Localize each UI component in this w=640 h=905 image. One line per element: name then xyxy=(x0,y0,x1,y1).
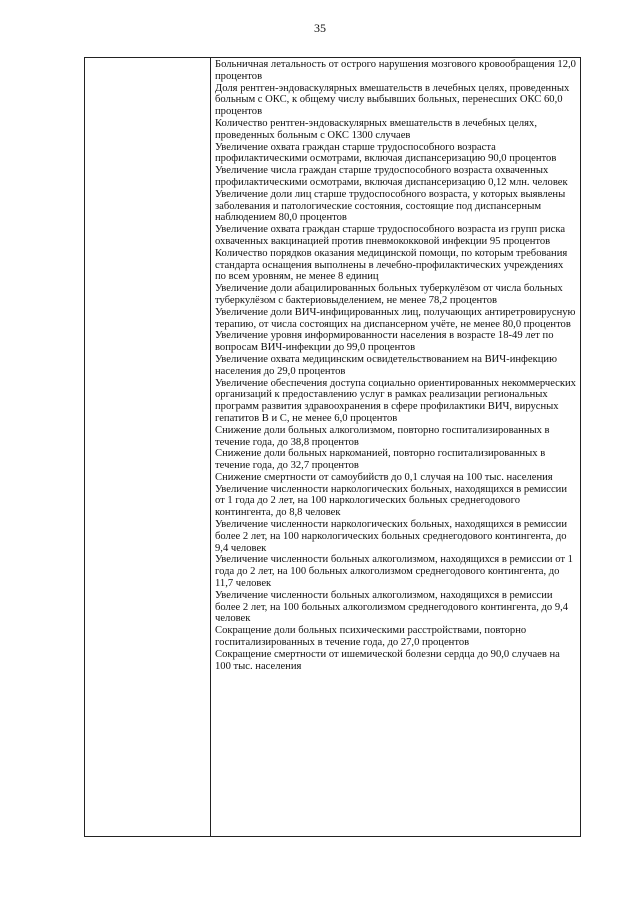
indicator-item: Увеличение численности больных алкоголизмом, находящихся в ремиссии от 1 года до 2 лет, на 100 больных алкоголизмом среднегодового контингента, до 11,7 человек xyxy=(215,554,573,590)
indicator-item: Сокращение смертности от ишемической болезни сердца до 90,0 случаев на 100 тыс. населения xyxy=(215,648,560,672)
indicator-item: Увеличение обеспечения доступа социально ориентированных некоммерческих организаций к предоставлению услуг в рамках реализации региональных программ развития здравоохранения в сфере профилактики ВИЧ, вирусных гепатитов В и С, не менее 6,0 процентов xyxy=(215,377,576,424)
indicator-item: Увеличение охвата медицинским освидетельствованием на ВИЧ-инфекцию населения до 29,0 процентов xyxy=(215,353,557,377)
indicator-item: Увеличение численности наркологических больных, находящихся в ремиссии от 1 года до 2 лет, на 100 наркологических больных среднегодового контингента, до 8,8 человек xyxy=(215,483,568,519)
indicator-item: Доля рентген-эндоваскулярных вмешательств в лечебных целях, проведенных больным с ОКС, к общему числу выбывших больных, перенесших ОКС 60,0 процентов xyxy=(215,82,570,118)
indicator-item: Увеличение доли абацилированных больных туберкулёзом от числа больных туберкулёзом с бактериовыделением, не менее 78,2 процентов xyxy=(215,283,563,306)
indicator-item: Снижение доли больных алкоголизмом, повторно госпитализированных в течение года, до 38,8 процентов xyxy=(215,424,550,448)
indicator-item: Сокращение доли больных психическими расстройствами, повторно госпитализированных в течение года, до 27,0 процентов xyxy=(215,625,527,649)
empty-left-column xyxy=(85,58,211,836)
indicators-table xyxy=(84,57,581,837)
indicator-item: Увеличение охвата граждан старше трудоспособного возраста из групп риска охваченных вакцинацией против пневмококковой инфекции 95 процентов xyxy=(215,224,566,247)
indicators-column xyxy=(211,58,580,672)
indicator-item: Количество порядков оказания медицинской помощи, по которым требования стандарта оснащения выполнены в лечебно-профилактических учреждениях по всем уровням, не менее 8 единиц xyxy=(215,247,568,283)
indicator-item: Количество рентген-эндоваскулярных вмешательств в лечебных целях, проведенных больным с ОКС 1300 случаев xyxy=(215,117,537,141)
indicator-item: Увеличение уровня информированности населения в возрасте 18-49 лет по вопросам ВИЧ-инфекции до 99,0 процентов xyxy=(215,330,554,354)
indicator-item: Увеличение доли ВИЧ-инфицированных лиц, получающих антиретровирусную терапию, от числа состоящих на диспансерном учёте, не менее 80,0 процентов xyxy=(215,306,576,330)
indicator-item: Больничная летальность от острого нарушения мозгового кровообращения 12,0 процентов xyxy=(215,59,576,82)
indicator-item: Увеличение численности наркологических больных, находящихся в ремиссии более 2 лет, на 100 наркологических больных среднегодового контингента, до 9,4 человек xyxy=(215,519,568,554)
indicator-item: Снижение смертности от самоубийств до 0,1 случая на 100 тыс. населения xyxy=(215,471,553,483)
page-number: 35 xyxy=(314,21,326,35)
indicator-item: Снижение доли больных наркоманией, повторно госпитализированных в течение года, до 32,7 процентов xyxy=(215,448,546,472)
indicator-item: Увеличение численности больных алкоголизмом, находящихся в ремиссии более 2 лет, на 100 больных алкоголизмом среднегодового контингента, до 9,4 человек xyxy=(215,589,569,625)
indicator-item: Увеличение доли лиц старше трудоспособного возраста, у которых выявлены заболевания и патологические состояния, состоящие под диспансерным наблюдением 80,0 процентов xyxy=(215,188,566,224)
indicator-item: Увеличение охвата граждан старше трудоспособного возраста профилактическими осмотрами, включая диспансеризацию 90,0 процентов xyxy=(215,141,557,165)
indicator-item: Увеличение числа граждан старше трудоспособного возраста охваченных профилактическими осмотрами, включая диспансеризацию 0,12 млн. человек xyxy=(215,165,568,188)
